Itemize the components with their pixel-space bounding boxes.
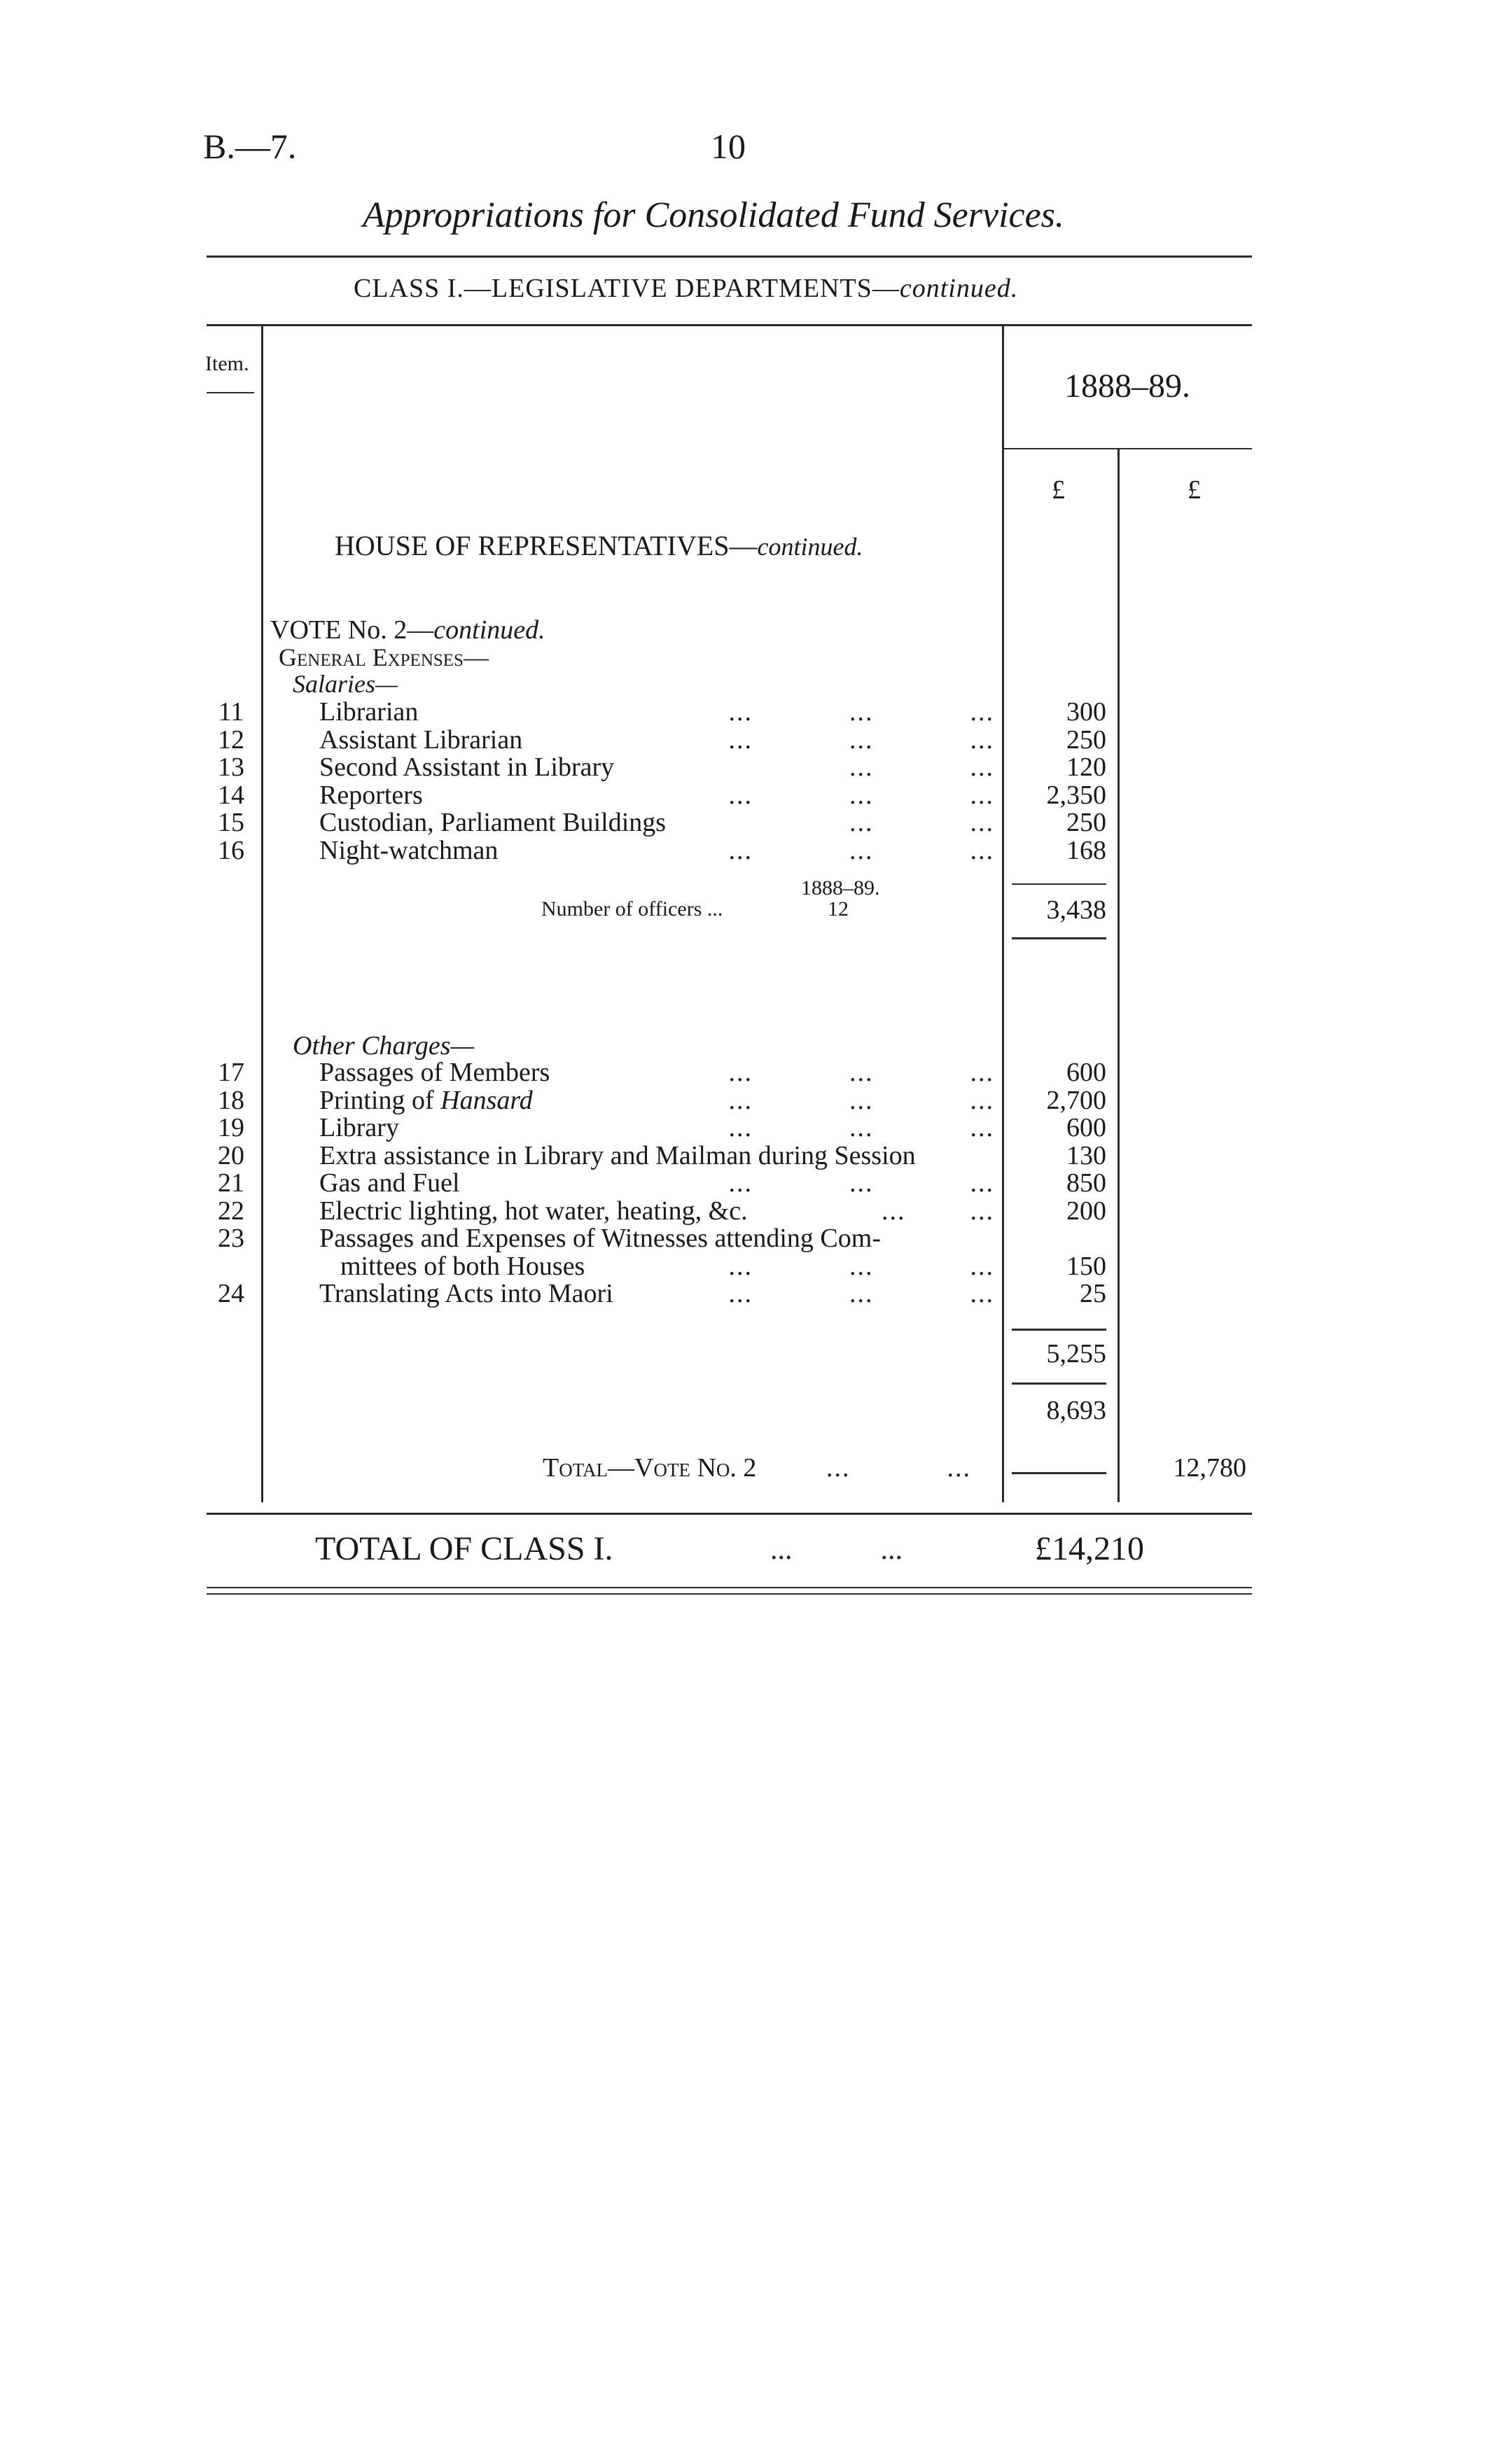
page-ref: B.—7. — [203, 127, 297, 166]
other-charges-heading: Other Charges— — [293, 1031, 475, 1060]
leader-dots: ... ... — [882, 1196, 994, 1226]
leader-dots: ... ... ... — [728, 1085, 994, 1115]
item-label — [319, 696, 418, 727]
rule-total-col — [1117, 448, 1120, 1502]
item-amount: 150 — [1066, 1251, 1106, 1281]
vote-total-dots: ... ... — [826, 1453, 971, 1483]
leader-dots: ... ... ... — [728, 1168, 994, 1198]
officers-label: Number of officers ... — [541, 897, 723, 920]
item-number: 24 — [218, 1279, 244, 1308]
leader-dots: ... ... ... — [728, 835, 994, 865]
item-amount: 2,700 — [1046, 1085, 1106, 1115]
item-label-text: Passages and Expenses of Witnesses attending Com- — [319, 1224, 881, 1253]
salaries-heading: Salaries— — [293, 670, 398, 698]
pound-col1: £ — [1052, 475, 1065, 505]
item-amount: 200 — [1066, 1196, 1106, 1226]
vote-heading — [270, 615, 545, 645]
item-amount: 250 — [1066, 808, 1106, 837]
leader-dots: ... ... ... — [728, 780, 994, 810]
item-label — [319, 1168, 460, 1198]
item-label — [319, 1057, 550, 1088]
item-number: 20 — [218, 1140, 244, 1170]
item-label — [319, 1278, 613, 1309]
item-header: Item. — [205, 352, 249, 375]
rule-table-bottom — [207, 1513, 1252, 1515]
item-number: 19 — [218, 1113, 244, 1142]
leader-dots: ... ... ... — [728, 1113, 994, 1142]
item-number: 18 — [218, 1085, 244, 1115]
class-heading — [354, 273, 1018, 304]
item-amount: 130 — [1066, 1140, 1106, 1170]
item-label — [319, 1112, 399, 1143]
rule-bottom-1 — [207, 1587, 1252, 1588]
page-number: 10 — [711, 127, 746, 166]
item-amount: 300 — [1066, 697, 1106, 727]
leader-dots: ... ... ... — [728, 697, 994, 727]
class-heading-main: CLASS I.—LEGISLATIVE DEPARTMENTS— — [354, 274, 900, 303]
item-label-text: Assistant Librarian — [319, 724, 523, 755]
rule-vote-total — [1012, 1472, 1106, 1474]
salaries-subtotal: 3,438 — [1046, 895, 1106, 925]
item-label-text: Library — [319, 1113, 399, 1142]
vote-total-amount: 12,780 — [1173, 1453, 1246, 1483]
item-number: 14 — [218, 780, 244, 810]
rule-top — [207, 255, 1252, 258]
item-header-rule — [207, 392, 254, 393]
item-label-italic: Hansard — [440, 1085, 533, 1115]
class-total-dots: ... ... — [770, 1534, 903, 1566]
officers-year: 1888–89. — [801, 876, 880, 899]
item-label — [319, 752, 614, 783]
item-number: 17 — [218, 1058, 244, 1087]
rule-salaries-sub-under — [1012, 937, 1106, 939]
rule-year-under — [1002, 448, 1252, 449]
item-amount: 600 — [1066, 1113, 1106, 1142]
item-label-text: Extra assistance in Library and Mailman during Session — [319, 1140, 916, 1170]
class-total-label: TOTAL OF CLASS I. — [315, 1530, 613, 1567]
item-amount: 2,350 — [1046, 780, 1106, 810]
item-number: 16 — [218, 835, 244, 865]
item-label-text: Reporters — [319, 780, 423, 810]
leader-dots: ... ... — [849, 808, 994, 837]
item-amount: 250 — [1066, 724, 1106, 755]
item-label-text: Electric lighting, hot water, heating, &c. — [319, 1196, 748, 1226]
item-label-text: Night-watchman — [319, 835, 499, 865]
item-label — [319, 780, 423, 811]
pound-col2: £ — [1188, 475, 1201, 505]
item-label-text: Gas and Fuel — [319, 1168, 460, 1198]
section-heading-main: HOUSE OF REPRESENTATIVES— — [335, 530, 758, 561]
item-amount: 850 — [1066, 1168, 1106, 1198]
vote-heading-main: VOTE No. 2— — [270, 615, 434, 645]
vote-total-label — [543, 1452, 756, 1483]
item-number: 11 — [218, 697, 244, 727]
general-expenses-heading: General Expenses— — [279, 643, 489, 671]
item-label-text: Translating Acts into Maori — [319, 1279, 613, 1308]
section-heading-cont: continued. — [757, 533, 863, 561]
item-amount: 168 — [1066, 835, 1106, 865]
class-heading-cont: continued. — [899, 274, 1019, 303]
rule-vote-sum — [1012, 1382, 1106, 1385]
item-label — [319, 1085, 533, 1116]
rule-bottom-2 — [207, 1593, 1252, 1595]
officers-count: 12 — [828, 897, 849, 920]
item-label-text: Librarian — [319, 697, 419, 727]
item-label-text: Passages of Members — [319, 1058, 550, 1087]
item-label-text: Custodian, Parliament Buildings — [319, 808, 667, 837]
item-label — [319, 1140, 916, 1171]
item-label-text: Second Assistant in Library — [319, 752, 615, 782]
item-amount: 120 — [1066, 752, 1106, 782]
leader-dots: ... ... ... — [728, 1251, 994, 1281]
item-number: 15 — [218, 808, 244, 837]
vote-heading-cont: continued. — [433, 615, 545, 645]
item-label — [319, 835, 498, 866]
leader-dots: ... ... ... — [728, 1279, 994, 1308]
other-subtotal: 5,255 — [1046, 1339, 1106, 1368]
item-amount: 25 — [1080, 1279, 1106, 1308]
leader-dots: ... ... — [849, 752, 994, 782]
item-label — [319, 724, 522, 755]
rule-other-sub — [1012, 1329, 1106, 1331]
class-total-amount: £14,210 — [1035, 1530, 1144, 1567]
item-number: 12 — [218, 724, 244, 755]
item-label — [319, 807, 666, 838]
item-number: 22 — [218, 1196, 244, 1226]
leader-dots: ... ... ... — [728, 1058, 994, 1087]
item-label — [319, 1196, 748, 1226]
vote-total-text: Total—Vote No. 2 — [543, 1453, 757, 1483]
item-label-continued: mittees of both Houses — [340, 1251, 585, 1281]
rule-item-col — [261, 326, 263, 1502]
item-number: 21 — [218, 1168, 244, 1198]
item-number: 13 — [218, 752, 244, 782]
rule-salaries-sub — [1012, 883, 1106, 885]
item-label-text: Printing of — [319, 1085, 441, 1115]
rule-table-top — [207, 324, 1252, 326]
item-number: 23 — [218, 1224, 244, 1253]
leader-dots: ... ... ... — [728, 724, 994, 755]
year-header: 1888–89. — [1064, 368, 1190, 405]
page-heading: Appropriations for Consolidated Fund Services. — [363, 195, 1064, 235]
item-label — [319, 1223, 881, 1254]
vote-sum: 8,693 — [1046, 1396, 1106, 1425]
section-heading — [335, 529, 863, 562]
item-amount: 600 — [1066, 1058, 1106, 1087]
